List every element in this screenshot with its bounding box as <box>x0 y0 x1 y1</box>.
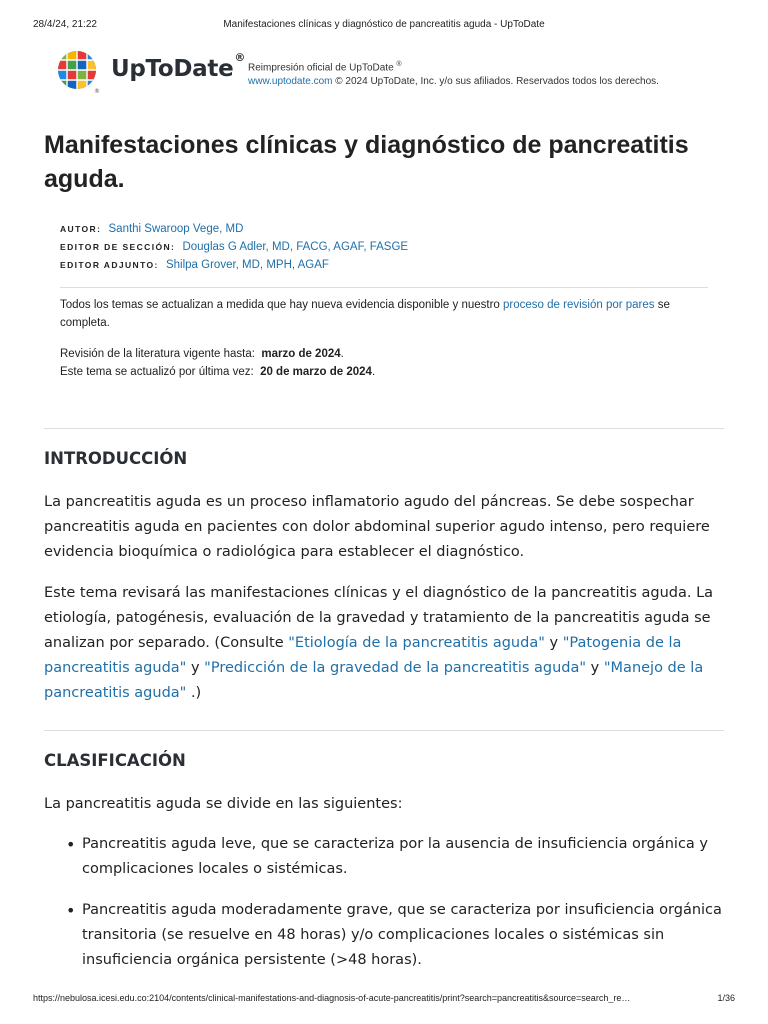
print-title: Manifestaciones clínicas y diagnóstico de pancreatitis aguda - UpToDate <box>223 19 545 30</box>
deputy-editor-link[interactable]: Shilpa Grover, MD, MPH, AGAF <box>165 259 329 271</box>
credit-deputy-editor: EDITOR ADJUNTO: Shilpa Grover, MD, MPH, AGAF <box>60 259 329 271</box>
link-etiologia[interactable]: "Etiología de la pancreatitis aguda" <box>288 635 545 651</box>
classification-intro: La pancreatitis aguda se divide en las siguientes: <box>44 796 403 812</box>
author-link[interactable]: Santhi Swaroop Vege, MD <box>108 223 244 235</box>
section-editor-link[interactable]: Douglas G Adler, MD, FACG, AGAF, FASGE <box>182 241 409 253</box>
link-manejo[interactable]: "Manejo de la pancreatitis aguda" <box>44 660 704 701</box>
list-item: • Pancreatitis aguda moderadamente grave, que se caracteriza por insuficiencia orgánica transitoria (se resuelve en 48 horas) y/o complicaciones locales o sistémicas sin insuficiencia orgánica persistente (>48 horas). <box>44 898 724 973</box>
last-updated-date: 20 de marzo de 2024 <box>260 366 372 378</box>
print-date: 28/4/24, 21:22 <box>33 19 97 30</box>
uptodate-link[interactable]: www.uptodate.com <box>248 76 333 88</box>
uptodate-globe-icon <box>57 50 101 94</box>
svg-text:®: ® <box>94 88 100 94</box>
bullet-icon: • <box>66 835 76 854</box>
reprint-notice: Reimpresión oficial de UpToDate ® www.uptodate.com © 2024 UpToDate, Inc. y/o sus afiliados. Reservados todos los derechos. <box>248 61 659 88</box>
link-prediccion-gravedad[interactable]: "Predicción de la gravedad de la pancreatitis aguda" <box>204 660 587 676</box>
section-heading-clasificacion: CLASIFICACIÓN <box>44 751 186 770</box>
intro-paragraph-1: La pancreatitis aguda es un proceso inflamatorio agudo del páncreas. Se debe sospechar pancreatitis aguda en pacientes con dolor abdominal superior agudo intenso, pero requiere evidencia bioquímica o radiológica para establecer el diagnóstico. <box>44 494 710 560</box>
bullet-icon: • <box>66 901 76 920</box>
literature-review-date: marzo de 2024 <box>261 348 341 360</box>
print-url: https://nebulosa.icesi.edu.co:2104/contents/clinical-manifestations-and-diagnosis-of-acute-pancreatitis/print?search=pancreatitis&source=search_re… <box>33 993 631 1003</box>
brand-name: UpToDate® <box>111 51 246 82</box>
print-header <box>33 19 735 33</box>
article-title: Manifestaciones clínicas y diagnóstico de pancreatitis aguda. <box>44 131 689 193</box>
brand-header <box>57 50 737 96</box>
revision-dates: Revisión de la literatura vigente hasta: marzo de 2024. Este tema se actualizó por última vez: 20 de marzo de 2024. <box>60 348 376 378</box>
credit-author: AUTOR: Santhi Swaroop Vege, MD <box>60 223 244 235</box>
page-number: 1/36 <box>717 993 735 1003</box>
print-footer <box>33 993 735 1007</box>
classification-list <box>44 832 724 989</box>
list-item: • Pancreatitis aguda leve, que se caracteriza por la ausencia de insuficiencia orgánica y complicaciones locales o sistémicas. <box>44 832 724 882</box>
section-heading-introduccion: INTRODUCCIÓN <box>44 449 188 468</box>
divider <box>44 428 724 429</box>
divider <box>44 730 724 731</box>
peer-review-link[interactable]: proceso de revisión por pares <box>503 299 655 311</box>
credit-section-editor: EDITOR DE SECCIÓN: Douglas G Adler, MD, FACG, AGAF, FASGE <box>60 241 409 253</box>
article-credits <box>60 220 408 274</box>
intro-paragraph-2: Este tema revisará las manifestaciones clínicas y el diagnóstico de la pancreatitis aguda. La etiología, patogénesis, evaluación de la gravedad y tratamiento de la pancreatitis aguda se analizan por separado. (Consulte "Etiología de la pancreatitis aguda" y "Patogenia de la pancreatitis aguda" y "Predicción de la gravedad de la pancreatitis aguda" y "Manejo de la pancreatitis aguda" .) <box>44 585 714 701</box>
link-patogenia[interactable]: "Patogenia de la pancreatitis aguda" <box>44 635 682 676</box>
divider <box>60 287 708 288</box>
update-notice: Todos los temas se actualizan a medida que hay nueva evidencia disponible y nuestro proceso de revisión por pares se completa. <box>60 299 670 329</box>
